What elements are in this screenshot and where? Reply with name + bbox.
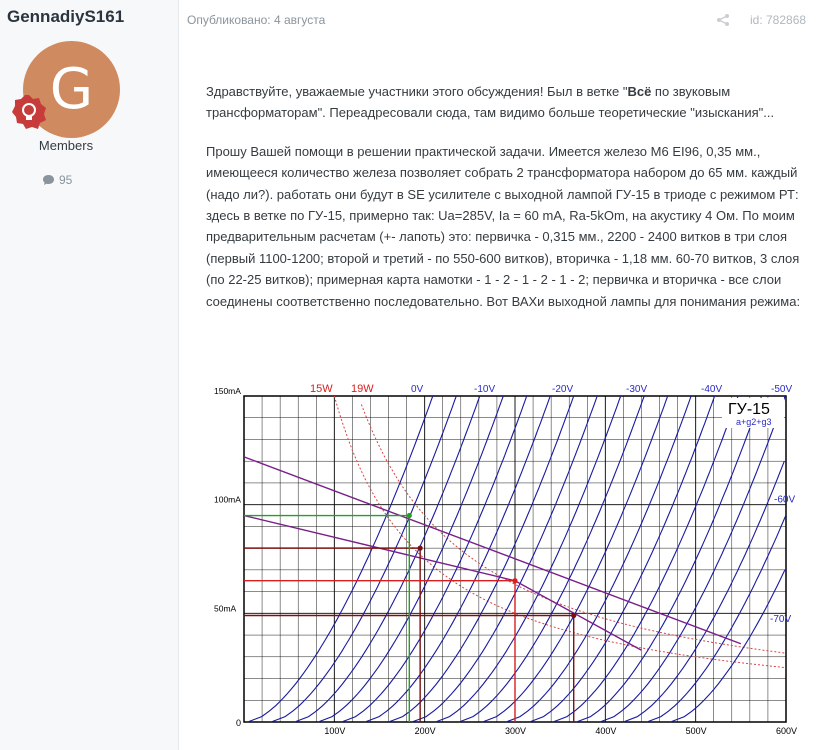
curve-label: -60V [774,494,796,506]
curve-label: 0V [411,384,424,395]
curve-label: -50V [771,384,793,395]
x-tick-label: 500V [685,726,707,736]
x-tick-label: 200V [414,726,436,736]
author-column [0,0,179,750]
comment-icon [42,174,55,186]
post-content [206,81,806,329]
chart-svg [206,378,806,750]
x-origin-label: 0 [236,718,242,728]
curve-label: -40V [701,384,723,395]
operating-point [512,578,517,583]
paragraph-2: Прошу Вашей помощи в решении практической задачи. Имеется железо М6 EI96, 0,35 мм., имеющееся количество железа позволяет собрать 2 трансформатора набором до 65 мм. каждый (надо ли?). работать они будут в SE усилителе с выходной лампой ГУ-15 в триоде с режимом РТ: здесь в ветке по ГУ-15, примерно так: Ua=285V, Ia = 60 mA, Ra-5kOm, на акустику 4 Ом. По моим предварительным расчетам (+- лапоть) это: первичка - 0,315 мм., 2200 - 2400 витков в три слоя (первый 1100-1200; второй и третий - по 550-600 витков), вторичка - 1,18 мм. 60-70 витков, 3 слоя (по 22-25 витков); примерная карта намотки - 1 - 2 - 1 - 2 - 1 - 2; первичка и вторичка - все слои соединены соответственно последовательно. Вот ВАХи выходной лампы для понимания режима: [206,143,801,309]
p1-after: по звуковым трансформаторам". Переадресовали сюда, там видимо больше теоретические "изыскания"... [206,84,775,121]
p1-bold: Всё [627,84,652,99]
avatar-letter: G [49,57,94,122]
operating-point [418,546,423,551]
power-label: 19W [351,383,374,395]
curve-label: -30V [626,384,648,395]
curve-label: -10V [474,384,496,395]
x-tick-label: 400V [595,726,617,736]
chart-subtitle: a+g2+g3 [736,417,772,427]
y-tick-label: 100mA [214,494,241,505]
post-count [42,173,72,187]
tube-characteristics-chart[interactable] [206,378,806,750]
x-tick-label: 300V [505,726,527,736]
paragraph-1 [206,81,806,124]
post-date[interactable]: Опубликовано: 4 августа [187,13,326,27]
operating-point [407,513,412,518]
p1-before: Здравствуйте, уважаемые участники этого обсуждения! Был в ветке " [206,84,628,99]
operating-point [571,613,576,618]
post-id[interactable]: id: 782868 [750,13,807,27]
y-tick-label: 50mA [214,603,237,614]
y-tick-label: 150mA [214,386,241,396]
post-count-value: 95 [59,173,73,187]
x-tick-label: 600V [776,726,798,736]
power-label: 15W [310,383,333,395]
rank-badge-icon[interactable] [11,94,47,130]
member-group: Members [38,138,94,153]
curve-label: -20V [552,384,574,395]
share-icon[interactable] [716,13,730,27]
chart-title: ГУ-15 [728,401,770,418]
curve-label: -70V [770,614,792,626]
author-name[interactable]: GennadiyS161 [7,7,125,26]
x-tick-label: 100V [324,726,346,736]
